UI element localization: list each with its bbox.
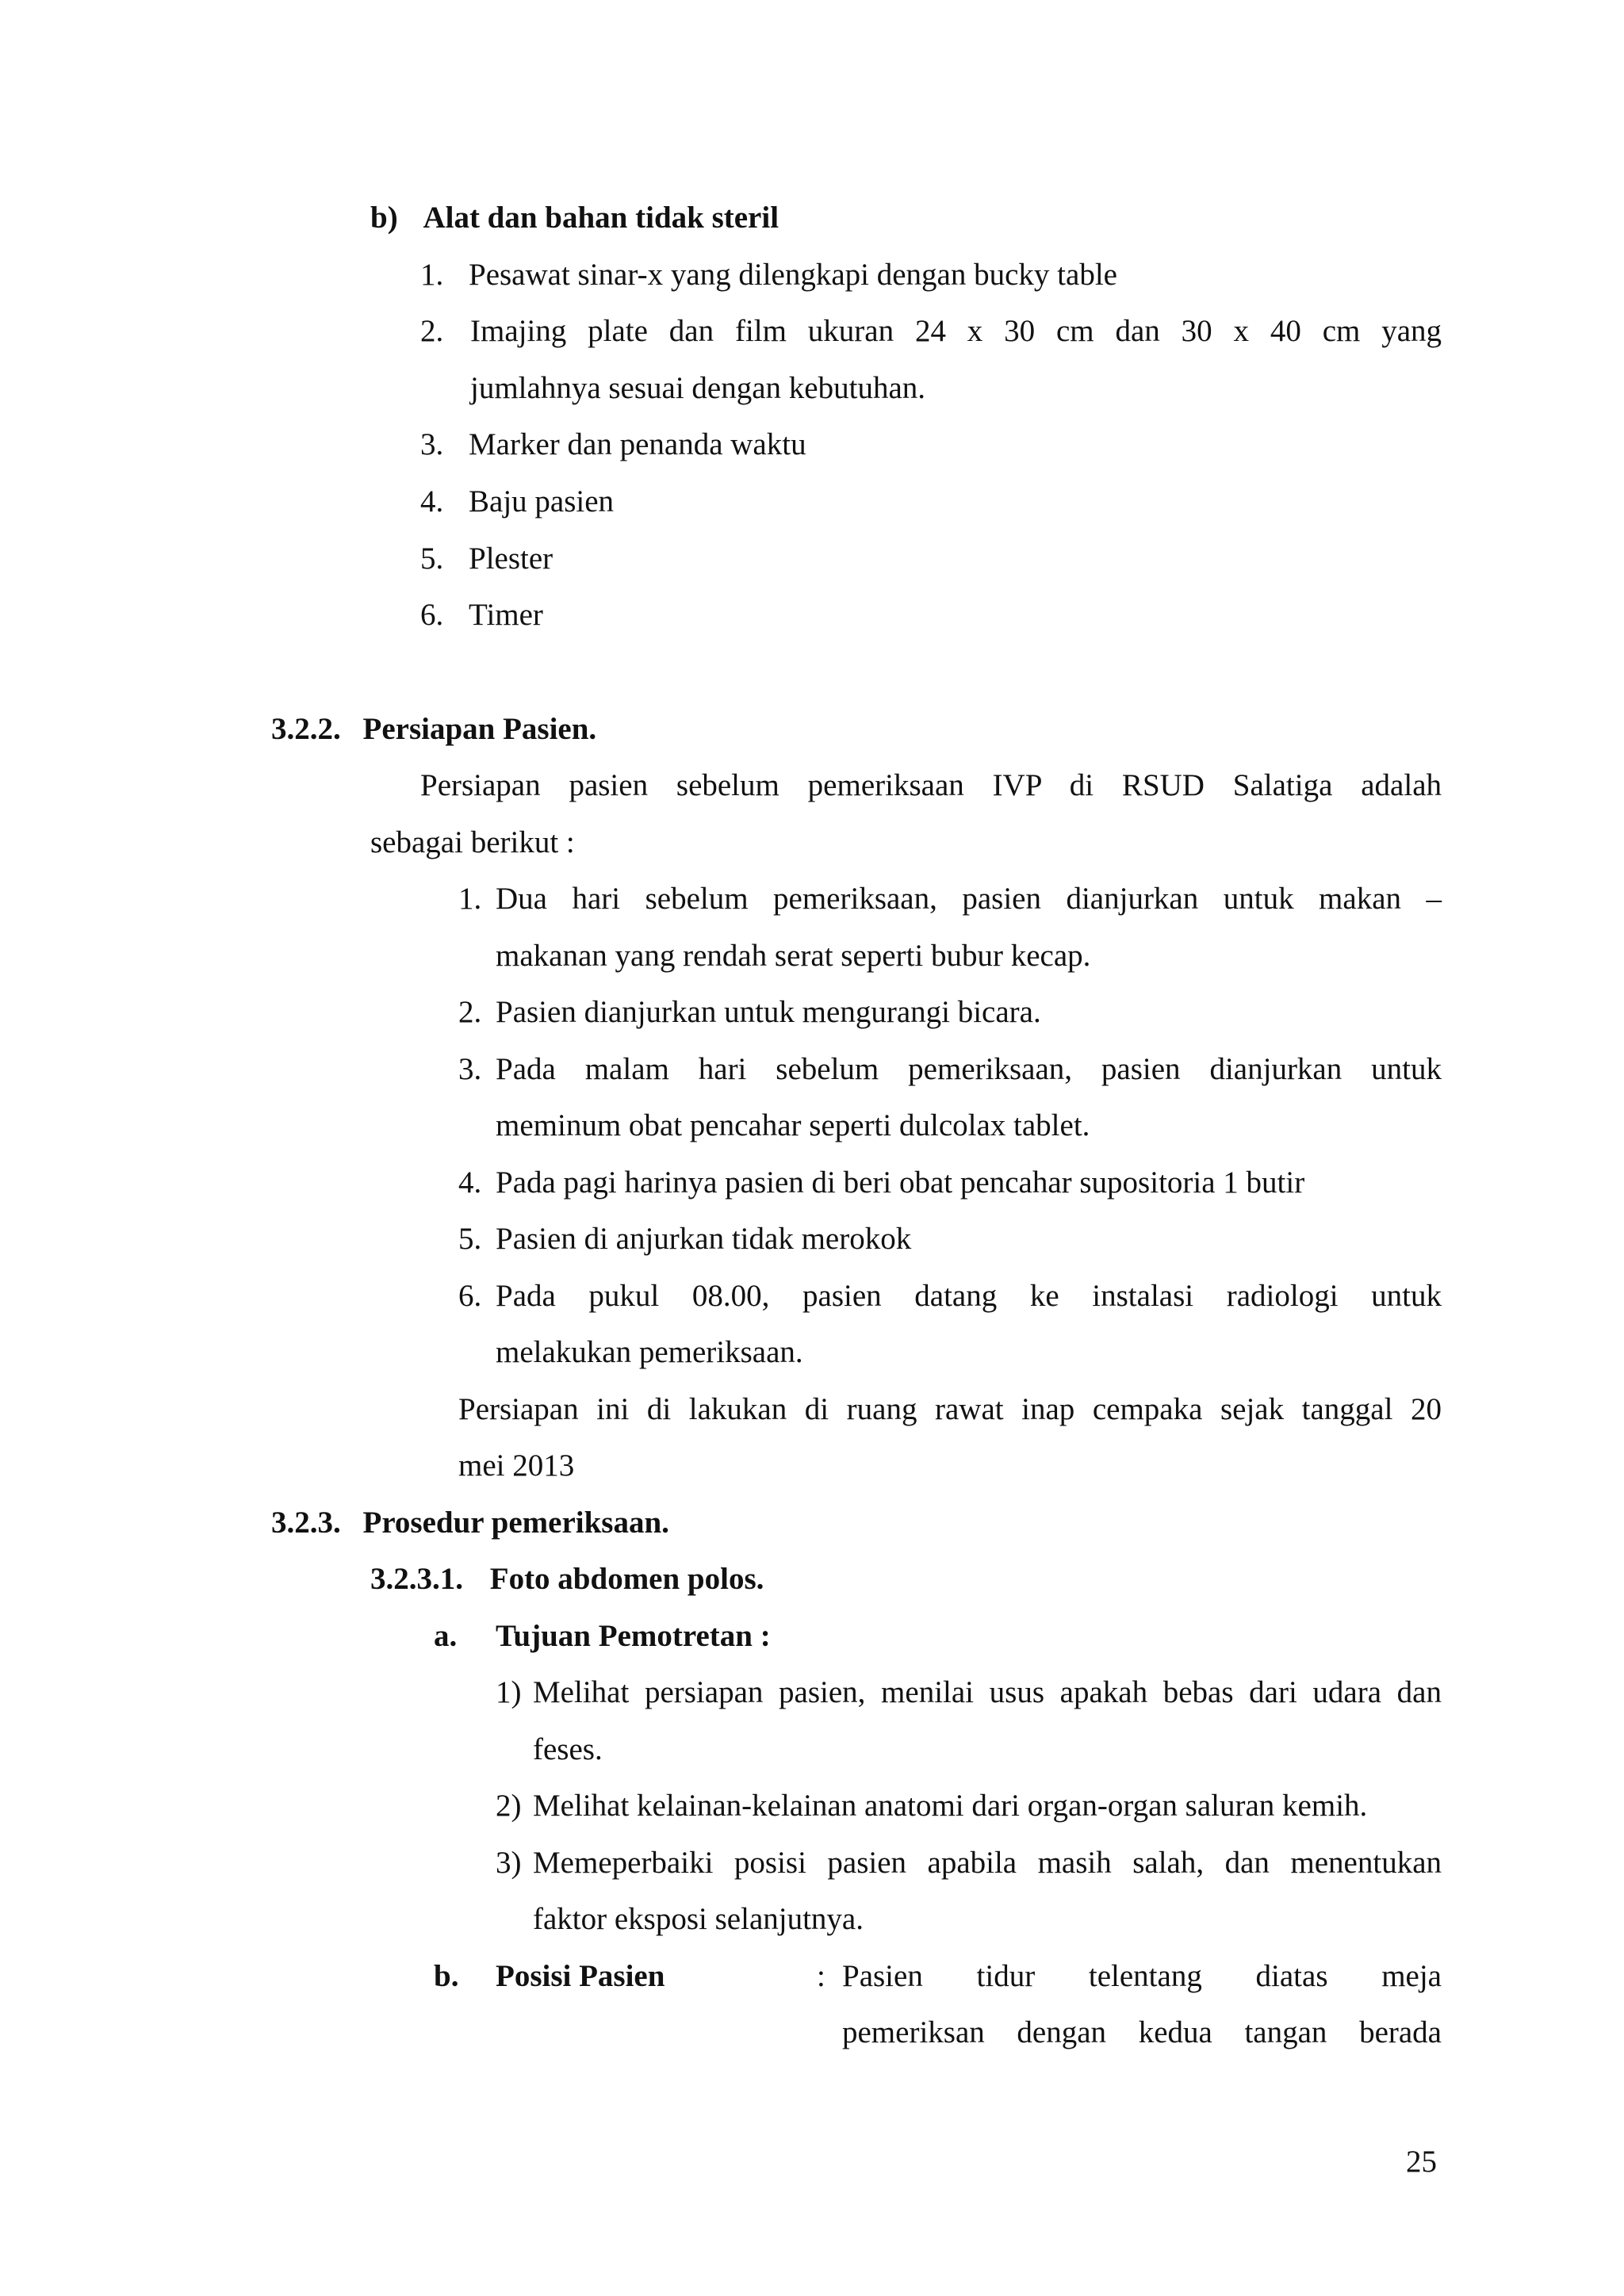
list-item-number: 6. (420, 598, 444, 632)
list-item-continuation: makanan yang rendah serat seperti bubur kecap. (496, 939, 1091, 973)
section-number: 3.2.2. (271, 712, 341, 746)
section-323-heading (271, 1507, 669, 1538)
list-item-number: 3) (496, 1846, 522, 1880)
subsection-3231-heading (370, 1563, 764, 1594)
paragraph-intro-line: Persiapan pasien sebelum pemeriksaan IVP di RSUD Salatiga adalah (420, 768, 1442, 802)
list-item-continuation: jumlahnya sesuai dengan kebutuhan. (470, 371, 926, 405)
list-item-number: 3. (458, 1052, 482, 1086)
list-item-number: 5. (420, 541, 444, 576)
section-322-heading (271, 714, 596, 744)
list-item-number: 2) (496, 1789, 522, 1823)
item-b-text-line: Pasien tidur telentang diatas meja (842, 1959, 1442, 1993)
list-item-text: Memeperbaiki posisi pasien apabila masih salah, dan menentukan (533, 1846, 1442, 1880)
item-b-marker: b. (434, 1959, 459, 1993)
list-item-text: Pada malam hari sebelum pemeriksaan, pasien dianjurkan untuk (496, 1052, 1442, 1086)
list-item-text: Melihat kelainan-kelainan anatomi dari organ-organ saluran kemih. (533, 1789, 1368, 1823)
list-item (420, 429, 806, 460)
list-item-text: Pesawat sinar-x yang dilengkapi dengan bucky table (469, 258, 1117, 292)
list-item-continuation: feses. (533, 1732, 603, 1766)
section-title: Prosedur pemeriksaan. (362, 1506, 669, 1540)
list-item-text: Marker dan penanda waktu (469, 427, 806, 461)
list-item-number: 3. (420, 427, 444, 461)
item-b-colon: : (817, 1959, 825, 1993)
section-title: Persiapan Pasien. (362, 712, 597, 746)
list-item-text: Pada pukul 08.00, pasien datang ke instalasi radiologi untuk (496, 1279, 1442, 1313)
subsection-title: Foto abdomen polos. (489, 1562, 764, 1596)
list-item-continuation: melakukan pemeriksaan. (496, 1335, 803, 1369)
list-item-number: 1. (458, 882, 482, 916)
list-item (420, 543, 553, 574)
item-a-title: Tujuan Pemotretan : (496, 1619, 771, 1653)
list-item-number: 2. (458, 995, 482, 1029)
page-number: 25 (1406, 2145, 1437, 2179)
list-item-number: 6. (458, 1279, 482, 1313)
list-item (420, 486, 614, 517)
list-item-number: 4. (458, 1165, 482, 1200)
item-a-marker: a. (434, 1619, 458, 1653)
list-item-text: Plester (469, 541, 553, 576)
list-item-number: 4. (420, 484, 444, 519)
subsection-number: 3.2.3.1. (370, 1562, 463, 1596)
paragraph-note-line: mei 2013 (458, 1448, 575, 1483)
list-item-text: Pasien di anjurkan tidak merokok (496, 1222, 912, 1256)
list-item (420, 599, 543, 630)
list-item-text: Imajing plate dan film ukuran 24 x 30 cm dan 30 x 40 cm yang (470, 314, 1442, 348)
list-item (420, 259, 1117, 290)
item-b-label: Posisi Pasien (496, 1959, 665, 1993)
list-item-continuation: faktor eksposi selanjutnya. (533, 1902, 864, 1936)
item-b-text-line: pemeriksan dengan kedua tangan berada (842, 2015, 1442, 2049)
list-item-continuation: meminum obat pencahar seperti dulcolax tablet. (496, 1108, 1090, 1142)
list-item-number: 1) (496, 1675, 522, 1709)
list-item-text: Melihat persiapan pasien, menilai usus apakah bebas dari udara dan (533, 1675, 1442, 1709)
list-item-text: Baju pasien (469, 484, 615, 519)
section-b-marker: b) (370, 201, 398, 235)
list-item-text: Dua hari sebelum pemeriksaan, pasien dianjurkan untuk makan – (496, 882, 1442, 916)
section-b-heading (370, 202, 779, 233)
paragraph-intro-line: sebagai berikut : (370, 825, 575, 859)
list-item-text: Timer (469, 598, 543, 632)
list-item-text: Pada pagi harinya pasien di beri obat pencahar supositoria 1 butir (496, 1165, 1305, 1200)
list-item-number: 1. (420, 258, 444, 292)
section-number: 3.2.3. (271, 1506, 341, 1540)
paragraph-note-line: Persiapan ini di lakukan di ruang rawat inap cempaka sejak tanggal 20 (458, 1392, 1442, 1426)
list-item-number: 5. (458, 1222, 482, 1256)
list-item-text: Pasien dianjurkan untuk mengurangi bicara. (496, 995, 1041, 1029)
section-b-title: Alat dan bahan tidak steril (423, 201, 779, 235)
list-item-number: 2. (420, 314, 444, 348)
